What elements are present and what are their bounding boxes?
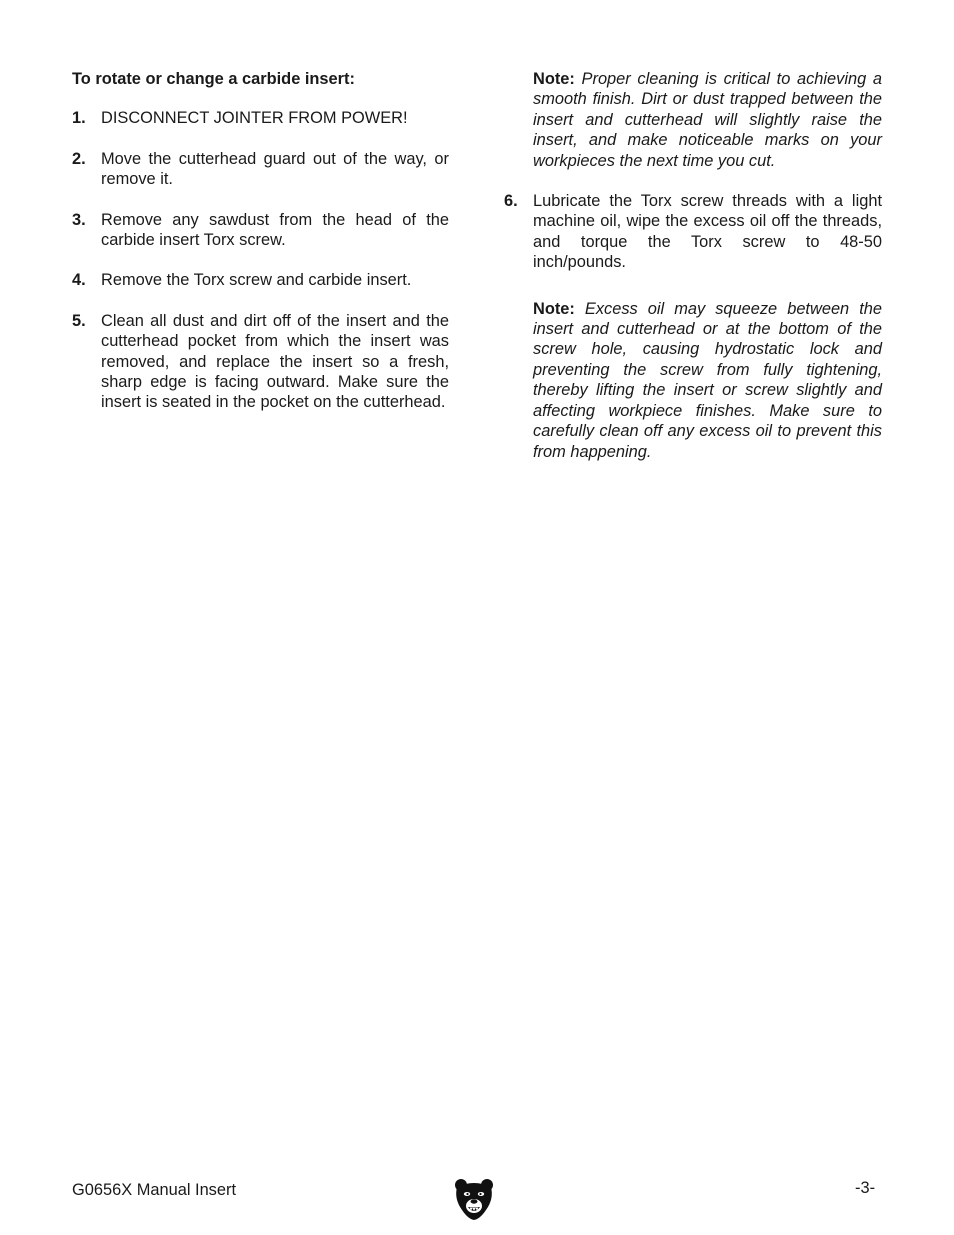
note-cleaning [533, 69, 882, 171]
step-5 [72, 311, 449, 413]
step-3 [72, 210, 449, 251]
step-text: Lubricate the Torx screw threads with a light machine oil, wipe the excess oil off the threads, and torque the Torx screw to 48-50 inch/pounds. [533, 192, 882, 272]
step-4 [72, 270, 449, 290]
step-text: Clean all dust and dirt off of the insert and the cutterhead pocket from which the insert was removed, and replace the insert so a fresh, sharp edge is facing outward. Make sure the insert is seated in the pocket on the cutterhead. [101, 311, 449, 412]
footer-manual-name: G0656X Manual Insert [72, 1181, 237, 1199]
step-number: 6. [504, 192, 518, 211]
note-label: Note: [533, 70, 575, 88]
step-1 [72, 108, 449, 128]
step-number: 1. [72, 109, 86, 128]
note-excess-oil [533, 299, 882, 462]
section-heading: To rotate or change a carbide insert: [72, 70, 355, 88]
step-number: 4. [72, 271, 86, 290]
note-text: Proper cleaning is critical to achieving a smooth finish. Dirt or dust trapped between the insert and cutterhead will slightly raise the insert, and make noticeable marks on your workpieces the next time you cut. [533, 70, 882, 170]
footer-page-number: -3- [855, 1179, 876, 1197]
bear-head-logo-icon [453, 1177, 495, 1221]
note-text: Excess oil may squeeze between the insert and cutterhead or at the bottom of the screw hole, causing hydrostatic lock and preventing the screw from fully tightening, thereby lifting the insert or screw slightly and affecting workpiece finishes. Make sure to carefully clean off any excess oil to prevent this from happening. [533, 299, 882, 461]
left-column [72, 69, 449, 433]
step-number: 5. [72, 311, 86, 330]
step-text: Remove any sawdust from the head of the carbide insert Torx screw. [101, 210, 449, 250]
step-2 [72, 149, 449, 190]
step-6 [504, 191, 882, 273]
note-label: Note: [533, 299, 575, 318]
step-text: Remove the Torx screw and carbide insert. [101, 271, 412, 290]
step-number: 2. [72, 149, 86, 168]
step-text: DISCONNECT JOINTER FROM POWER! [101, 109, 408, 128]
right-column [504, 69, 882, 462]
step-number: 3. [72, 210, 86, 229]
step-text: Move the cutterhead guard out of the way, or remove it. [101, 149, 449, 189]
